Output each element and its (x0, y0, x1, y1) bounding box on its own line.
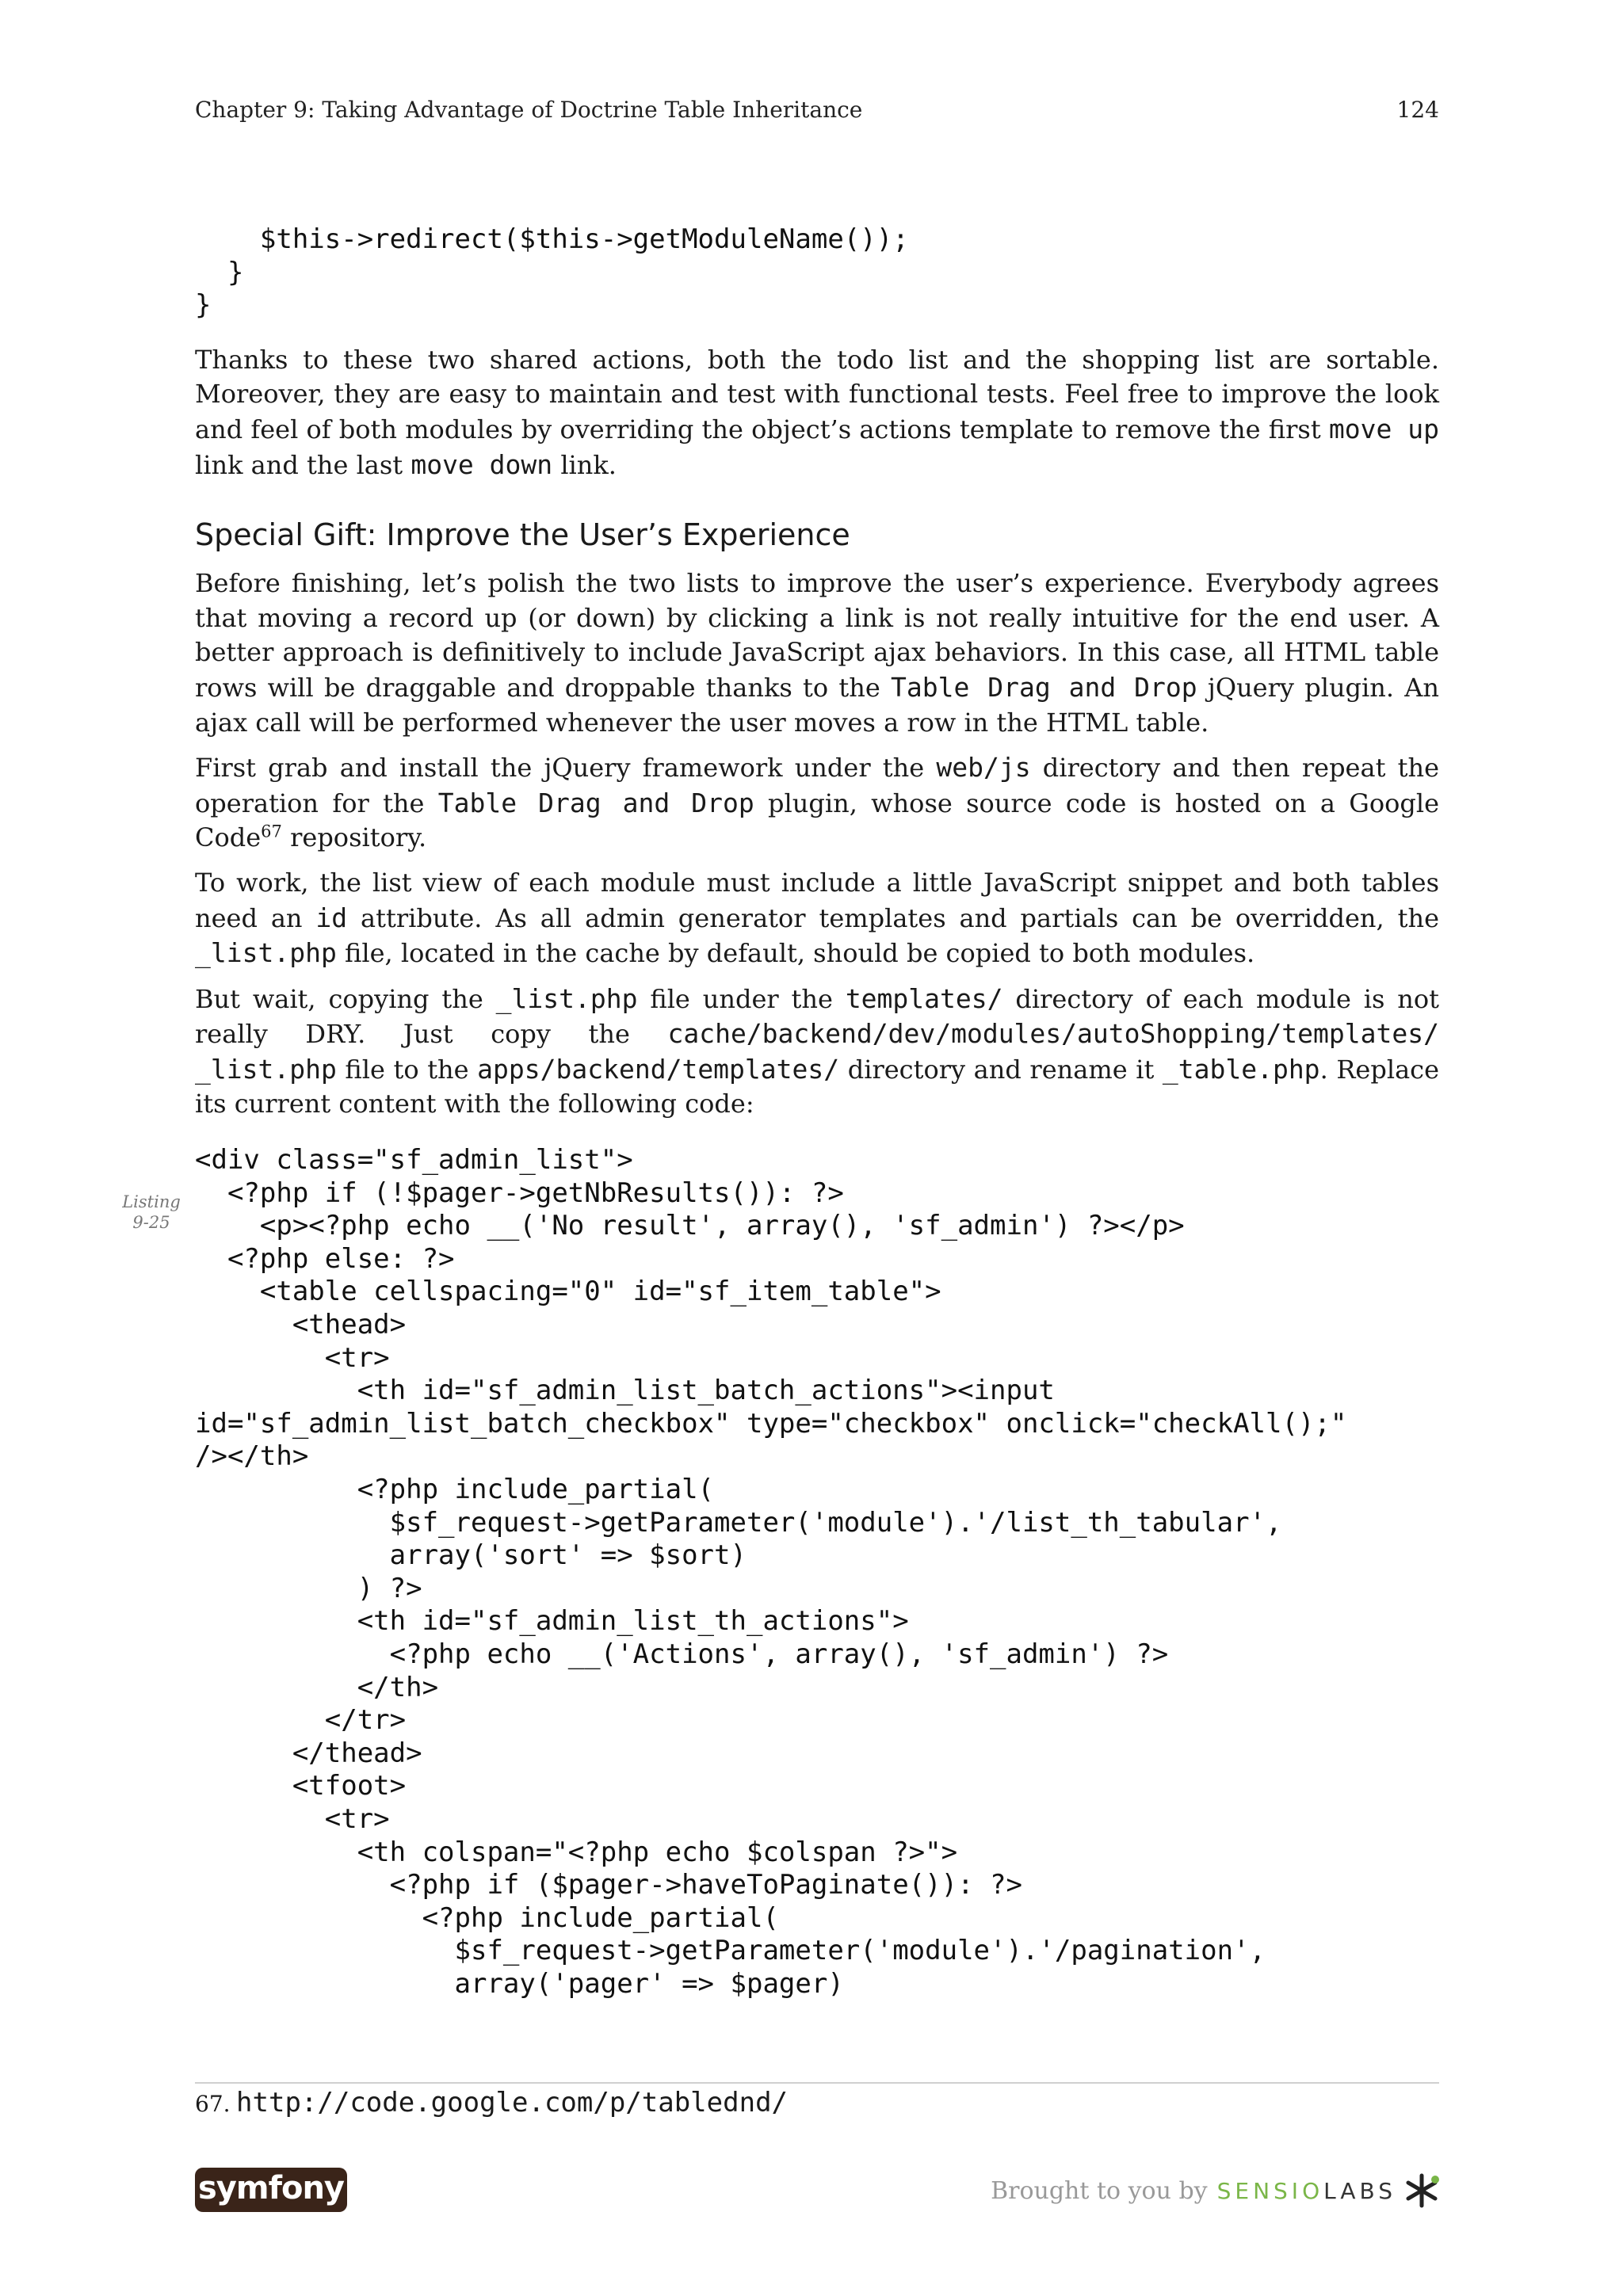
text: link and the last (195, 449, 411, 480)
text: file, located in the cache by default, should be copied to both modules. (336, 938, 1255, 969)
inline-code: move up (1328, 413, 1439, 444)
inline-code: cache/backend/dev/modules/autoShopping/templates/ _list.php (195, 1018, 1439, 1085)
footnote (195, 2087, 788, 2119)
text: directory and then repeat the operation for the (195, 753, 1440, 818)
text: Before finishing, let’s polish the two lists to improve the user’s experience. Everybody agrees that moving a record up (or down) by clicking a link is not really intuitive for the end user. A better approach is definitively to include JavaScript ajax behaviors. In this case, all HTML table rows will be draggable and droppable thanks to the (195, 568, 1439, 703)
text: To work, the list view of each module must include a little JavaScript snippet and both tables need an (195, 867, 1439, 933)
text: link. (552, 449, 617, 480)
footnote-marker: 67 (261, 822, 282, 841)
paragraph-before-finishing (195, 566, 1439, 740)
chapter-title: Chapter 9: Taking Advantage of Doctrine Table Inheritance (195, 97, 863, 123)
text: First grab and install the jQuery framework under the (195, 753, 937, 784)
page-number: 124 (1396, 97, 1439, 123)
paragraph-to-work (195, 866, 1439, 971)
main-content (195, 223, 1439, 2001)
paragraph-first-grab (195, 750, 1439, 856)
paragraph-but-wait (195, 982, 1439, 1122)
listing-label (119, 1192, 184, 1233)
labs-wordmark: LABS (1323, 2177, 1396, 2204)
brought-to-you-text: Brought to you by (991, 2176, 1208, 2205)
text: . Replace its current content with the following code: (195, 1054, 1439, 1119)
sensio-wordmark: SENSIO (1216, 2177, 1324, 2204)
text: attribute. As all admin generator templates and partials can be overridden, the (347, 902, 1439, 933)
sponsor-credit (991, 2171, 1439, 2210)
text: But wait, copying the (195, 983, 496, 1014)
inline-code: _table.php (1162, 1053, 1320, 1085)
inline-code: Table Drag and Drop (437, 787, 754, 818)
text: jQuery plugin. An ajax call will be performed whenever the user moves a row in the HTML table. (195, 672, 1439, 738)
footnote-url[interactable]: http://code.google.com/p/tablednd/ (236, 2087, 789, 2119)
section-heading: Special Gift: Improve the User’s Experience (195, 517, 850, 553)
listing-label-word: Listing (122, 1192, 181, 1211)
text: Thanks to these two shared actions, both the todo list and the shopping list are sortable. Moreover, they are easy to maintain and test with functional tests. Feel free to improve the look and feel of both modules by overriding the object’s actions template to remove the first (195, 344, 1439, 444)
inline-code: templates/ (845, 982, 1003, 1014)
symfony-logo-text: symfony (198, 2170, 344, 2206)
footnote-divider (195, 2082, 1439, 2084)
footnote-number: 67. (195, 2091, 231, 2117)
inline-code: Table Drag and Drop (890, 671, 1197, 703)
text: plugin, whose source code is hosted on a Google Code (195, 788, 1440, 853)
listing-label-number: 9-25 (132, 1213, 170, 1232)
sensiolabs-star-icon (1404, 2172, 1439, 2209)
text: directory and rename it (839, 1054, 1163, 1085)
inline-code: _list.php (495, 982, 638, 1014)
text: file under the (637, 983, 846, 1014)
listing-9-25-code: <div class="sf_admin_list"> <?php if (!$pager->getNbResults()): ?> <p><?php echo __('No result', array(), 'sf_admin') ?></p> <?php else: ?> <table cellspacing="0" id="sf_item_table"> <thead> <tr> <th id="sf_admin_list_batch_actions"><input id="sf_admin_list_batch_checkbox" type="checkbox" onclick="checkAll();" /></th> <?php include_partial( $sf_request->getParameter('module').'/list_th_tabular', array('sort' => $sort) ) ?> <th id="sf_admin_list_th_actions"> <?php echo __('Actions', array(), 'sf_admin') ?> </th> </tr> </thead> <tfoot> <tr> <th colspan="<?php echo $colspan ?>"> <?php if ($pager->haveToPaginate()): ?> <?php include_partial( $sf_request->getParameter('module').'/pagination', array('pager' => $pager) (195, 1144, 1347, 2000)
inline-code: apps/backend/templates/ (477, 1053, 840, 1085)
text: repository. (281, 822, 427, 853)
code-block-continued: $this->redirect($this->getModuleName()); } } (195, 223, 909, 322)
symfony-logo (195, 2168, 347, 2212)
inline-code: move down (411, 448, 553, 480)
inline-code: web/js (936, 752, 1031, 784)
inline-code: id (315, 902, 348, 933)
text: file to the (336, 1054, 478, 1085)
text: directory of each module is not really DRY. Just copy the (195, 983, 1439, 1050)
paragraph-shared-actions (195, 343, 1439, 482)
inline-code: _list.php (195, 937, 337, 969)
